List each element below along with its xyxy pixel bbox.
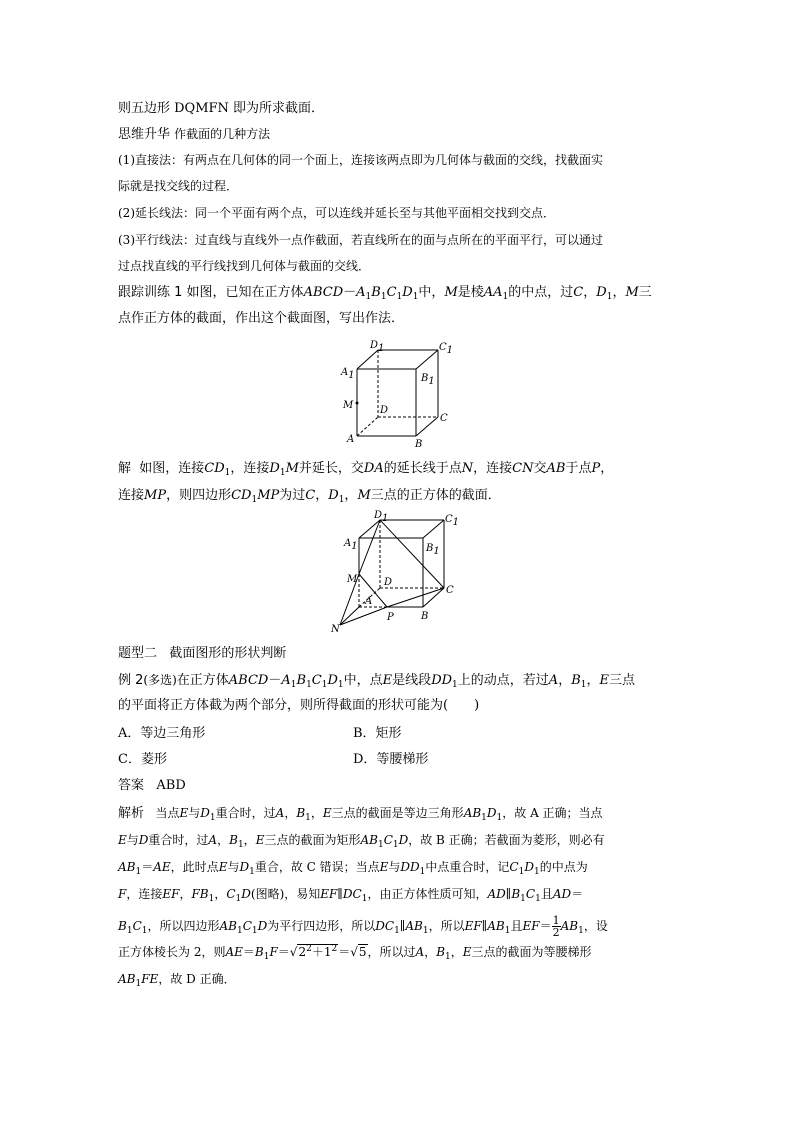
type2-label: 题型二 <box>118 646 158 661</box>
sqrt-expression: $2^2+1^2$ <box>298 944 338 959</box>
analysis-text-4b: (图略)，易知 <box>250 887 321 901</box>
analysis-text-3f: 的中点为 <box>539 860 588 874</box>
analysis-text-3e: 中点重合时，记 <box>425 860 510 874</box>
answer-value: ABD <box>156 778 186 793</box>
analysis-text-4d: 且 <box>540 887 553 901</box>
solution-text-b: ，连接 <box>230 461 270 476</box>
example2-text-line2: 的平面将正方体截为两个部分，则所得截面的形状可能为( ) <box>118 698 480 713</box>
exercise-text-b: 中， <box>418 285 445 300</box>
edge-b-c <box>423 588 444 607</box>
analysis-line-4: F，连接EF，$FB_1$，$C_1D$(图略)，易知$EF\parallel DC_1$，由正方体性质可知，$AD\parallel B_1C_1$且AD＝ <box>118 887 584 904</box>
line-n-p <box>340 607 387 625</box>
analysis-text-2c: 三点的截面为矩形 <box>264 833 361 847</box>
analysis-text-1e: ，故 A 正确；当点 <box>502 806 603 820</box>
point-m <box>356 402 359 405</box>
analysis-text-5c: ，所以 <box>428 919 465 933</box>
exercise-text-e: 三 <box>638 285 652 300</box>
method-title: 思维升华 <box>118 127 171 142</box>
analysis-text-1a: 当点 <box>155 806 180 820</box>
analysis-text-4a: ，连接 <box>126 887 163 901</box>
analysis-line-5: $B_1C_1$，所以四边形$AB_1C_1D$为平行四边形，所以$DC_1\parallel AB_1$，所以$EF\parallel AB_1$且EF＝ $\frac{1}{2}$ $AB_1$，设 <box>118 914 608 939</box>
line-p-c <box>387 588 444 607</box>
analysis-text-2b: 重合时，过 <box>148 833 209 847</box>
option-b[interactable] <box>353 726 402 742</box>
fraction-half <box>552 915 561 938</box>
label-d1: D1 <box>370 340 385 354</box>
analysis-text-5a: ，所以四边形 <box>147 919 220 933</box>
method-item-2-text: (2)延长线法：同一个平面有两个点，可以连线并延长至与其他平面相交找到交点． <box>118 206 556 220</box>
fraction-numerator: 1 <box>552 914 560 927</box>
analysis-text-3c: 重合，故 C 错误；当点 <box>254 860 380 874</box>
option-a[interactable] <box>118 726 205 742</box>
method-item-3-line-2 <box>118 258 370 274</box>
method-item-2 <box>118 205 555 221</box>
label-b1: B1 <box>426 543 440 557</box>
label-b1: B1 <box>421 373 435 387</box>
example2-text-b: 中，点 <box>343 673 383 688</box>
analysis-text-5b: 为平行四边形，所以 <box>267 919 376 933</box>
analysis-text-5d: 且 <box>510 919 523 933</box>
option-b-text: B．矩形 <box>353 726 402 741</box>
analysis-text-6b: ，所以过 <box>367 945 416 959</box>
option-c[interactable] <box>118 752 167 768</box>
method-item-3-text-cont: 过点找直线的平行线找到几何体与截面的交线． <box>118 259 371 273</box>
method-item-1-line-1 <box>118 152 603 168</box>
solution-text-h: 连接 <box>118 488 145 503</box>
example2-tag: (多选) <box>143 673 177 687</box>
paragraph-conclusion <box>118 101 324 117</box>
analysis-line-7: $AB_1FE$，故 D 正确． <box>118 972 236 989</box>
label-m: M <box>343 400 354 411</box>
fraction-denominator: 2 <box>552 926 560 939</box>
option-c-text: C．菱形 <box>118 752 167 767</box>
conclusion-text: 则五边形 DQMFN 即为所求截面． <box>118 101 325 116</box>
label-c: C <box>446 585 454 596</box>
example2-text-d: 上的动点，若过 <box>457 673 549 688</box>
method-item-1-line-2 <box>118 178 238 194</box>
label-a1: A1 <box>344 538 358 552</box>
analysis-text-2d: ，故 B 正确；若截面为菱形，则必有 <box>408 833 605 847</box>
analysis-label: 解析 <box>118 806 145 821</box>
analysis-text-1b: 与 <box>188 806 201 820</box>
analysis-line-3: $AB_1=AE$，此时点E与$D_1$重合，故 C 错误；当点E与$DD_1$中点重合时，记$C_1D_1$的中点为 <box>118 860 588 877</box>
analysis-text-4c: ，由正方体性质可知， <box>367 887 488 901</box>
cube-figure-1 <box>330 335 470 453</box>
exercise-line-2 <box>118 311 404 327</box>
label-m: M <box>347 574 358 585</box>
solution-line-2: 连接MP，则四边形$CD_1MP$为过C，$D_1$，M三点的正方体的截面． <box>118 488 501 505</box>
solution-text-i: ，则四边形 <box>166 488 232 503</box>
example2-line-2 <box>118 698 479 714</box>
analysis-text-6a: 正方体棱长为 2，则 <box>118 945 226 959</box>
solution-text-k: 三点的正方体的截面． <box>370 488 501 503</box>
exercise-text-c: 是棱 <box>457 285 484 300</box>
solution-text-j: 为过 <box>279 488 306 503</box>
analysis-text-3b: 与 <box>227 860 240 874</box>
analysis-text-2a: 与 <box>126 833 139 847</box>
edge-b1-c1 <box>416 350 438 369</box>
label-d: D <box>384 577 393 588</box>
method-heading <box>118 126 270 143</box>
line-d1-m <box>359 520 380 574</box>
example2-label: 例 2 <box>118 673 144 688</box>
edge-a-d-hidden <box>357 417 378 436</box>
solution-text-g: 于点 <box>565 461 592 476</box>
example2-text-e: 三点 <box>609 673 636 688</box>
type2-title: 截面图形的形状判断 <box>169 646 287 661</box>
solution-text-e: ，连接 <box>473 461 513 476</box>
label-a: A <box>347 434 355 445</box>
sqrt-result: 5 <box>358 945 367 959</box>
method-item-1-text-cont: 际就是找交线的过程． <box>118 179 239 193</box>
solution-text-f: 交 <box>533 461 547 476</box>
exercise-text-d: 的中点，过 <box>508 285 574 300</box>
analysis-text-3d: 与 <box>388 860 401 874</box>
option-a-text: A．等边三角形 <box>118 726 206 741</box>
exercise-text-a: 如图，已知在正方体 <box>186 285 304 300</box>
analysis-line-2: E与D重合时，过A，$B_1$，E三点的截面为矩形$AB_1C_1D$，故 B 正确；若截面为菱形，则必有 <box>118 833 605 850</box>
exercise-text-line2: 点作正方体的截面，作出这个截面图，写出作法． <box>118 311 405 326</box>
exercise-line-1: 跟踪训练 1 如图，已知在正方体$ABCD-A_1B_1C_1D_1$中，M是棱$AA_1$的中点，过C，$D_1$，M三 <box>118 285 652 302</box>
example2-line-1: 例 2(多选)在正方体$ABCD-A_1B_1C_1D_1$中，点E是线段$DD_1$上的动点，若过A，$B_1$，E三点 <box>118 673 636 690</box>
method-item-3-line-1 <box>118 232 603 248</box>
label-b: B <box>421 611 429 622</box>
analysis-text-5e: ，设 <box>583 919 608 933</box>
label-a: A <box>365 596 373 607</box>
solution-text-a: 如图，连接 <box>139 461 205 476</box>
example2-text-a: 在正方体 <box>176 673 229 688</box>
analysis-text-1c: 重合时，过 <box>215 806 276 820</box>
edge-b-c <box>416 417 438 436</box>
sqrt-term-1: 2 <box>298 945 307 959</box>
solution-text-d: 的延长线于点 <box>383 461 462 476</box>
label-b: B <box>415 439 423 450</box>
analysis-text-7a: ，故 D 正确． <box>158 972 236 986</box>
exercise-label: 跟踪训练 1 <box>118 285 183 300</box>
method-subtitle: 作截面的几种方法 <box>174 127 271 141</box>
edge-a1-d1 <box>357 350 378 369</box>
answer-label: 答案 <box>118 778 145 793</box>
edge-b1-c1 <box>423 520 444 538</box>
label-d1: D1 <box>374 510 389 524</box>
analysis-text-3a: ，此时点 <box>170 860 219 874</box>
solution-label: 解 <box>118 461 132 476</box>
label-d: D <box>380 405 389 416</box>
method-item-1-text: (1)直接法：有两点在几何体的同一个面上，连接该两点即为几何体与截面的交线，找截面实 <box>118 153 604 167</box>
answer-line <box>118 778 186 794</box>
solution-text-c: 并延长，交 <box>298 461 364 476</box>
analysis-line-6: 正方体棱长为 2，则$AE=B_1F=√2^2+1^2=√5$，所以过A，$B_1$，E三点的截面为等腰梯形 <box>118 944 592 962</box>
option-d[interactable] <box>353 752 428 768</box>
example2-text-c: 是线段 <box>392 673 432 688</box>
label-a1: A1 <box>341 367 355 381</box>
label-c: C <box>440 413 448 424</box>
analysis-text-1d: 三点的截面是等边三角形 <box>331 806 464 820</box>
analysis-line-1: 解析 当点E与$D_1$重合时，过A，$B_1$，E三点的截面是等边三角形$AB_1D_1$，故 A 正确；当点 <box>118 806 603 823</box>
analysis-text-6c: 三点的截面为等腰梯形 <box>471 945 592 959</box>
label-p: P <box>387 612 394 623</box>
solution-line-1: 解 如图，连接$CD_1$，连接$D_1M$并延长，交DA的延长线于点N，连接CN交AB于点P， <box>118 461 614 478</box>
label-n: N <box>331 624 340 635</box>
cube-figure-2 <box>325 508 475 636</box>
option-d-text: D．等腰梯形 <box>353 752 429 767</box>
line-m-p <box>359 574 387 607</box>
label-c1: C1 <box>439 342 454 356</box>
label-c1: C1 <box>445 514 460 528</box>
method-item-3-text: (3)平行线法：过直线与直线外一点作截面，若直线所在的面与点所在的平面平行，可以通过 <box>118 233 604 247</box>
type2-heading <box>118 646 286 662</box>
